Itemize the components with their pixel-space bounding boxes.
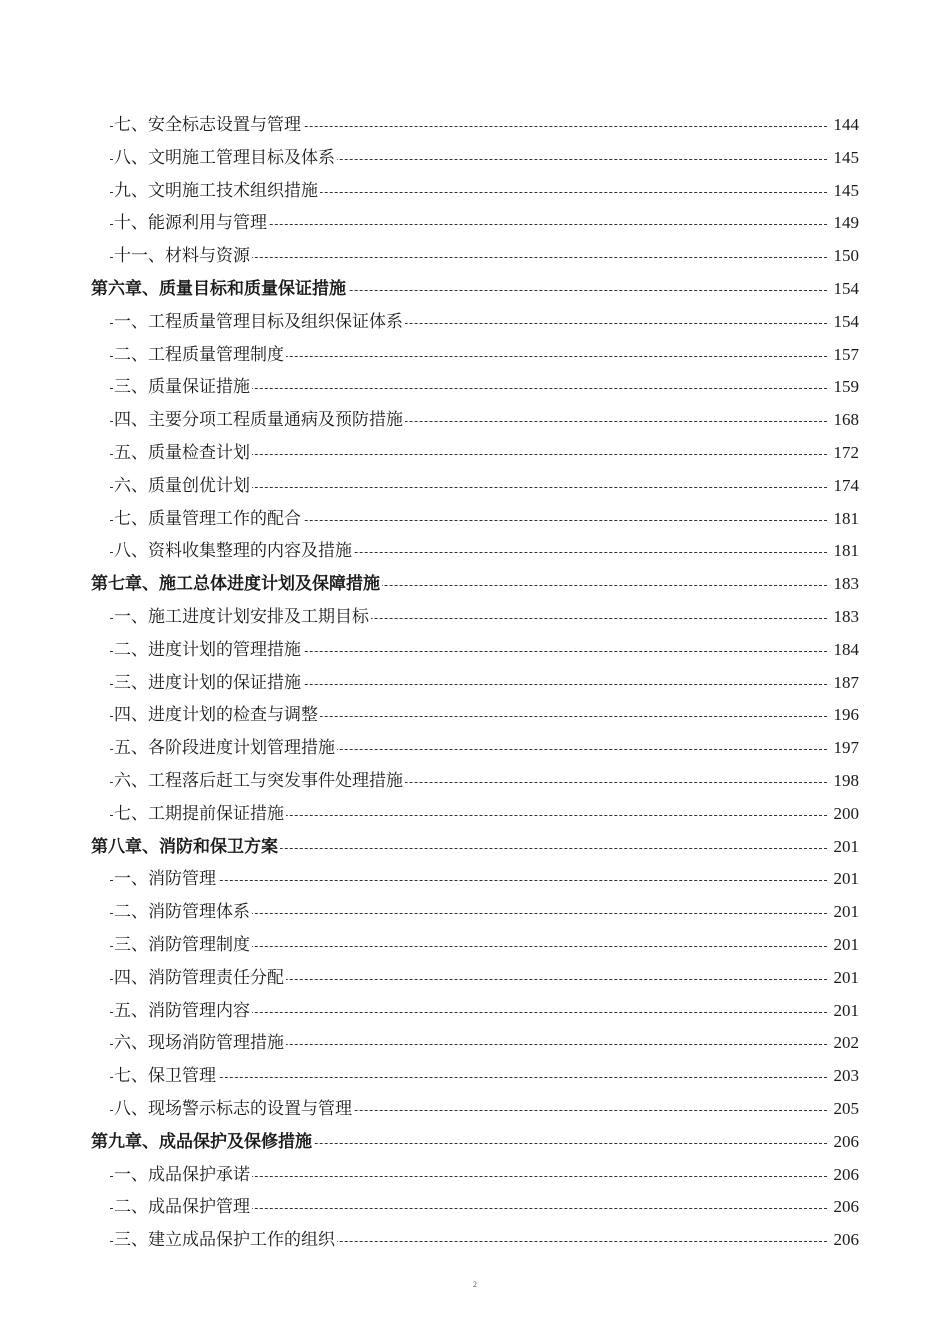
toc-entry-title: 七、质量管理工作的配合 [114,503,303,536]
toc-entry-page-number: 154 [829,306,859,339]
dot-leader [110,880,832,881]
toc-section-entry[interactable] [0,1060,950,1093]
toc-section-entry[interactable] [0,306,950,339]
toc-section-entry[interactable] [0,470,950,503]
dot-leader [110,1077,832,1078]
toc-entry-page-number: 203 [829,1060,859,1093]
toc-entry-page-number: 197 [829,732,859,765]
toc-entry-page-number: 168 [829,404,859,437]
toc-entry-page-number: 201 [829,929,859,962]
toc-entry-title: 十一、材料与资源 [114,240,252,273]
toc-section-entry[interactable] [0,175,950,208]
toc-entry-title: 六、工程落后赶工与突发事件处理措施 [114,765,405,798]
toc-section-entry[interactable] [0,339,950,372]
toc-section-entry[interactable] [0,667,950,700]
toc-section-entry[interactable] [0,962,950,995]
toc-section-entry[interactable] [0,1027,950,1060]
toc-entry-page-number: 174 [829,470,859,503]
toc-entry-page-number: 181 [829,503,859,536]
toc-entry-title: 二、成品保护管理 [114,1191,252,1224]
toc-entry-title: 八、现场警示标志的设置与管理 [114,1093,354,1126]
toc-entry-page-number: 183 [829,601,859,634]
toc-entry-page-number: 183 [829,568,859,601]
toc-entry-page-number: 159 [829,371,859,404]
toc-entry-page-number: 205 [829,1093,859,1126]
toc-entry-title: 四、主要分项工程质量通病及预防措施 [114,404,405,437]
toc-entry-page-number: 149 [829,207,859,240]
toc-entry-page-number: 201 [829,831,859,864]
toc-entry-title: 七、安全标志设置与管理 [114,109,303,142]
toc-entry-title: 五、质量检查计划 [114,437,252,470]
toc-entry-title: 二、工程质量管理制度 [114,339,286,372]
toc-section-entry[interactable] [0,503,950,536]
toc-section-entry[interactable] [0,1159,950,1192]
toc-section-entry[interactable] [0,1191,950,1224]
toc-entry-title: 一、消防管理 [114,863,218,896]
toc-entry-page-number: 144 [829,109,859,142]
table-of-contents [0,109,950,1257]
toc-entry-title: 二、消防管理体系 [114,896,252,929]
toc-entry-page-number: 157 [829,339,859,372]
toc-section-entry[interactable] [0,404,950,437]
toc-section-entry[interactable] [0,732,950,765]
toc-entry-page-number: 202 [829,1027,859,1060]
toc-entry-title: 四、消防管理责任分配 [114,962,286,995]
toc-entry-page-number: 196 [829,699,859,732]
toc-entry-title: 一、施工进度计划安排及工期目标 [114,601,371,634]
toc-entry-page-number: 201 [829,962,859,995]
toc-section-entry[interactable] [0,995,950,1028]
toc-entry-title: 三、消防管理制度 [114,929,252,962]
toc-entry-page-number: 206 [829,1191,859,1224]
toc-section-entry[interactable] [0,207,950,240]
toc-entry-page-number: 201 [829,863,859,896]
toc-section-entry[interactable] [0,371,950,404]
toc-entry-page-number: 154 [829,273,859,306]
toc-section-entry[interactable] [0,109,950,142]
toc-entry-page-number: 201 [829,896,859,929]
toc-section-entry[interactable] [0,896,950,929]
toc-section-entry[interactable] [0,142,950,175]
toc-entry-title: 三、质量保证措施 [114,371,252,404]
toc-entry-title: 第七章、施工总体进度计划及保障措施 [91,568,382,601]
toc-section-entry[interactable] [0,863,950,896]
toc-entry-title: 第八章、消防和保卫方案 [91,831,280,864]
toc-entry-page-number: 145 [829,142,859,175]
toc-chapter-entry[interactable] [0,831,950,864]
toc-entry-page-number: 181 [829,535,859,568]
page-number: 2 [473,1280,477,1289]
toc-entry-title: 四、进度计划的检查与调整 [114,699,320,732]
toc-section-entry[interactable] [0,601,950,634]
toc-entry-title: 十、能源利用与管理 [114,207,269,240]
toc-entry-title: 九、文明施工技术组织措施 [114,175,320,208]
toc-entry-page-number: 172 [829,437,859,470]
toc-entry-title: 五、消防管理内容 [114,995,252,1028]
toc-section-entry[interactable] [0,240,950,273]
toc-entry-title: 八、资料收集整理的内容及措施 [114,535,354,568]
toc-entry-title: 一、工程质量管理目标及组织保证体系 [114,306,405,339]
toc-chapter-entry[interactable] [0,568,950,601]
toc-entry-page-number: 145 [829,175,859,208]
toc-entry-page-number: 150 [829,240,859,273]
toc-entry-title: 第六章、质量目标和质量保证措施 [91,273,348,306]
toc-entry-title: 六、现场消防管理措施 [114,1027,286,1060]
toc-entry-page-number: 206 [829,1126,859,1159]
toc-section-entry[interactable] [0,535,950,568]
toc-section-entry[interactable] [0,1224,950,1257]
toc-entry-title: 三、建立成品保护工作的组织 [114,1224,337,1257]
toc-section-entry[interactable] [0,634,950,667]
toc-section-entry[interactable] [0,699,950,732]
toc-entry-page-number: 206 [829,1224,859,1257]
toc-entry-title: 八、文明施工管理目标及体系 [114,142,337,175]
toc-chapter-entry[interactable] [0,1126,950,1159]
toc-section-entry[interactable] [0,437,950,470]
toc-entry-title: 二、进度计划的管理措施 [114,634,303,667]
toc-entry-page-number: 201 [829,995,859,1028]
toc-entry-title: 七、工期提前保证措施 [114,798,286,831]
toc-entry-page-number: 206 [829,1159,859,1192]
toc-entry-title: 七、保卫管理 [114,1060,218,1093]
toc-entry-title: 第九章、成品保护及保修措施 [91,1126,314,1159]
toc-entry-title: 六、质量创优计划 [114,470,252,503]
toc-section-entry[interactable] [0,1093,950,1126]
toc-chapter-entry[interactable] [0,273,950,306]
toc-section-entry[interactable] [0,798,950,831]
toc-entry-title: 三、进度计划的保证措施 [114,667,303,700]
toc-entry-title: 五、各阶段进度计划管理措施 [114,732,337,765]
toc-entry-page-number: 187 [829,667,859,700]
toc-entry-page-number: 198 [829,765,859,798]
toc-section-entry[interactable] [0,929,950,962]
toc-entry-page-number: 200 [829,798,859,831]
toc-entry-title: 一、成品保护承诺 [114,1159,252,1192]
toc-section-entry[interactable] [0,765,950,798]
toc-entry-page-number: 184 [829,634,859,667]
